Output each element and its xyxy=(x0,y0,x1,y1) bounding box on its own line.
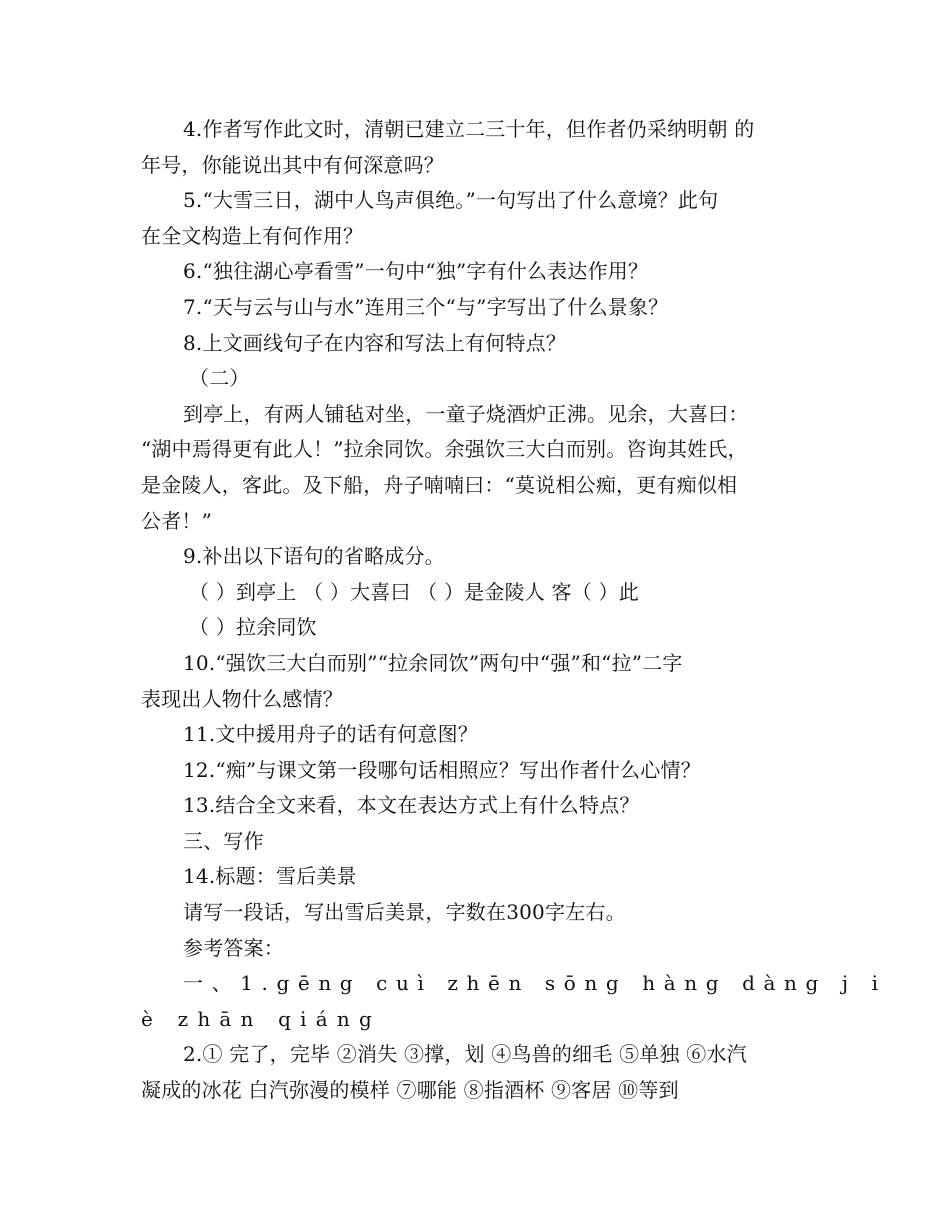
passage-line-1: 到亭上，有两人铺毡对坐，一童子烧酒炉正沸。见余，大喜曰： xyxy=(183,401,749,426)
question-9-blanks-2: （ ）拉余同饮 xyxy=(189,615,317,640)
question-10-line-2: 表现出人物什么感情？ xyxy=(141,686,343,711)
question-5-line-2: 在全文构造上有何作用？ xyxy=(141,223,364,248)
passage-line-3: 是金陵人，客此。及下船，舟子喃喃曰：“莫说相公痴，更有痴似相 xyxy=(141,472,738,497)
question-13: 13.结合全文来看，本文在表达方式上有什么特点？ xyxy=(183,793,640,818)
answer-2-line-1: 2.① 完了，完毕 ②消失 ③撑，划 ④鸟兽的细毛 ⑤单独 ⑥水汽 xyxy=(183,1042,747,1067)
question-7: 7.“天与云与山与水”连用三个“与”字写出了什么景象？ xyxy=(183,294,669,319)
question-4-line-2: 年号，你能说出其中有何深意吗？ xyxy=(141,152,444,177)
question-14-title: 14.标题：雪后美景 xyxy=(183,864,357,889)
answer-1-line-1: 一、1.gēng cuì zhēn sōng hàng dàng j i xyxy=(183,971,887,996)
question-14-instruction: 请写一段话，写出雪后美景，字数在300字左右。 xyxy=(183,900,626,925)
section-three-heading: 三、写作 xyxy=(183,828,264,853)
answer-1-line-2: è zhān qiáng xyxy=(141,1006,381,1031)
passage-line-4: 公者！” xyxy=(141,508,213,533)
passage-line-2: “湖中焉得更有此人！”拉余同饮。余强饮三大白而别。咨询其姓氏， xyxy=(141,437,748,462)
answer-key-heading: 参考答案： xyxy=(183,935,284,960)
question-11: 11.文中援用舟子的话有何意图？ xyxy=(183,722,479,747)
question-6: 6.“独往湖心亭看雪”一句中“独”字有什么表达作用？ xyxy=(183,259,649,284)
document-body xyxy=(141,112,887,1109)
section-two-heading: （二） xyxy=(189,366,250,391)
answer-2-line-2: 凝成的冰花 白汽弥漫的模样 ⑦哪能 ⑧指酒杯 ⑨客居 ⑩等到 xyxy=(141,1078,679,1103)
question-4-line-1: 4.作者写作此文时，清朝已建立二三十年，但作者仍采纳明朝 的 xyxy=(183,117,755,141)
question-5-line-1: 5.“大雪三日，湖中人鸟声俱绝。”一句写出了什么意境？此句 xyxy=(183,188,719,213)
question-9-blanks-1: （ ）到亭上 （ ）大喜曰 （ ）是金陵人 客（ ）此 xyxy=(189,579,639,604)
question-12: 12.“痴”与课文第一段哪句话相照应？写出作者什么心情？ xyxy=(183,757,701,782)
question-10-line-1: 10.“强饮三大白而别”“拉余同饮”两句中“强”和“拉”二字 xyxy=(183,650,683,675)
question-8: 8.上文画线句子在内容和写法上有何特点？ xyxy=(183,330,567,355)
question-9: 9.补出以下语句的省略成分。 xyxy=(183,544,445,569)
